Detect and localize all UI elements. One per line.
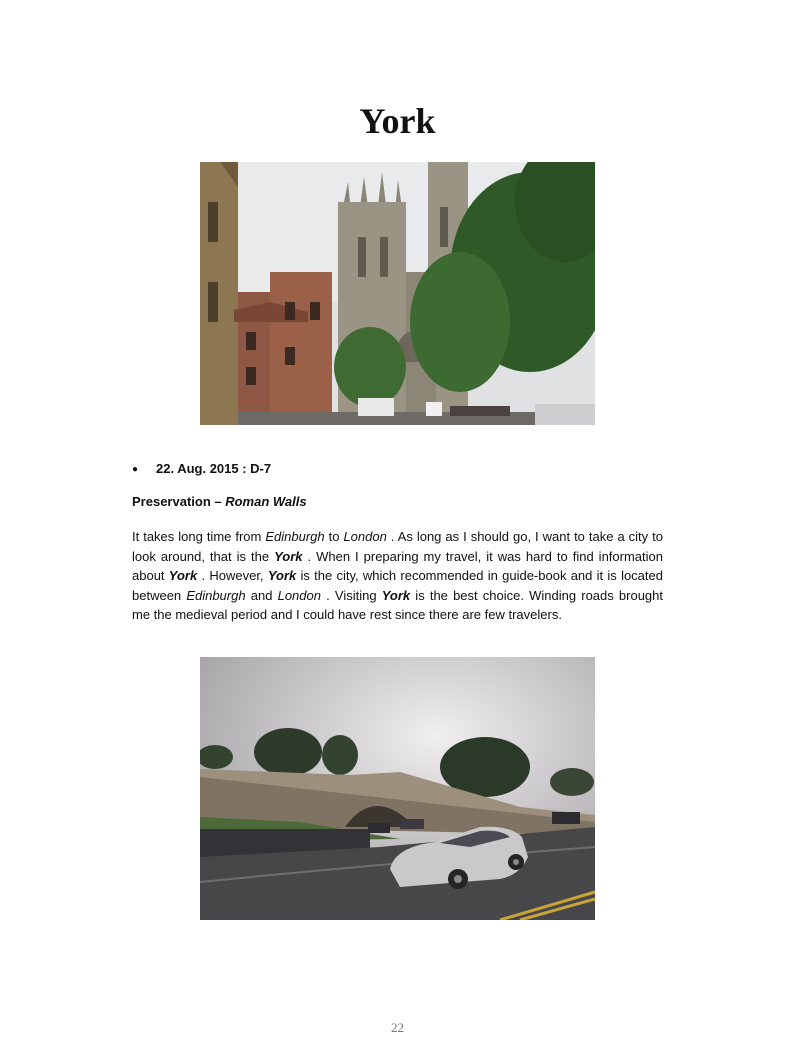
para-text: is the city, which recommended in guide-book and it is located between (132, 568, 663, 603)
place-york: York (267, 568, 297, 584)
page-number: 22 (391, 1020, 404, 1035)
entry-date-text: 22. Aug. 2015 : D-7 (156, 461, 272, 476)
para-text: and (245, 587, 278, 603)
entry-date (132, 461, 271, 476)
section-heading (132, 494, 307, 509)
para-text: . As long as I should go, I want to take a city to look around, that is the (132, 529, 663, 564)
york-minster-photo (200, 162, 595, 425)
place-edinburgh: Edinburgh (186, 587, 246, 603)
para-text: It takes long time from (132, 529, 266, 544)
body-paragraph (132, 527, 663, 625)
para-text: . Visiting (320, 587, 382, 603)
section-heading-text: Preservation – (132, 494, 226, 509)
para-text: to (324, 529, 344, 544)
para-text: . When I preparing my travel, it was hard to find information about (132, 548, 663, 584)
place-york: York (274, 548, 303, 564)
bullet-icon: ● (132, 464, 139, 475)
section-heading-italic: Roman Walls (225, 494, 307, 509)
place-london: London (277, 587, 321, 603)
para-text: . However, (197, 568, 268, 584)
place-york: York (168, 568, 198, 584)
roman-walls-photo (200, 657, 595, 920)
para-text: is the best choice. Winding roads brought me the medieval period and I could have rest since there are few travelers. (132, 587, 664, 623)
place-london: London (343, 529, 387, 544)
place-edinburgh: Edinburgh (265, 529, 325, 544)
page-title: York (359, 101, 436, 141)
place-york: York (381, 587, 411, 603)
